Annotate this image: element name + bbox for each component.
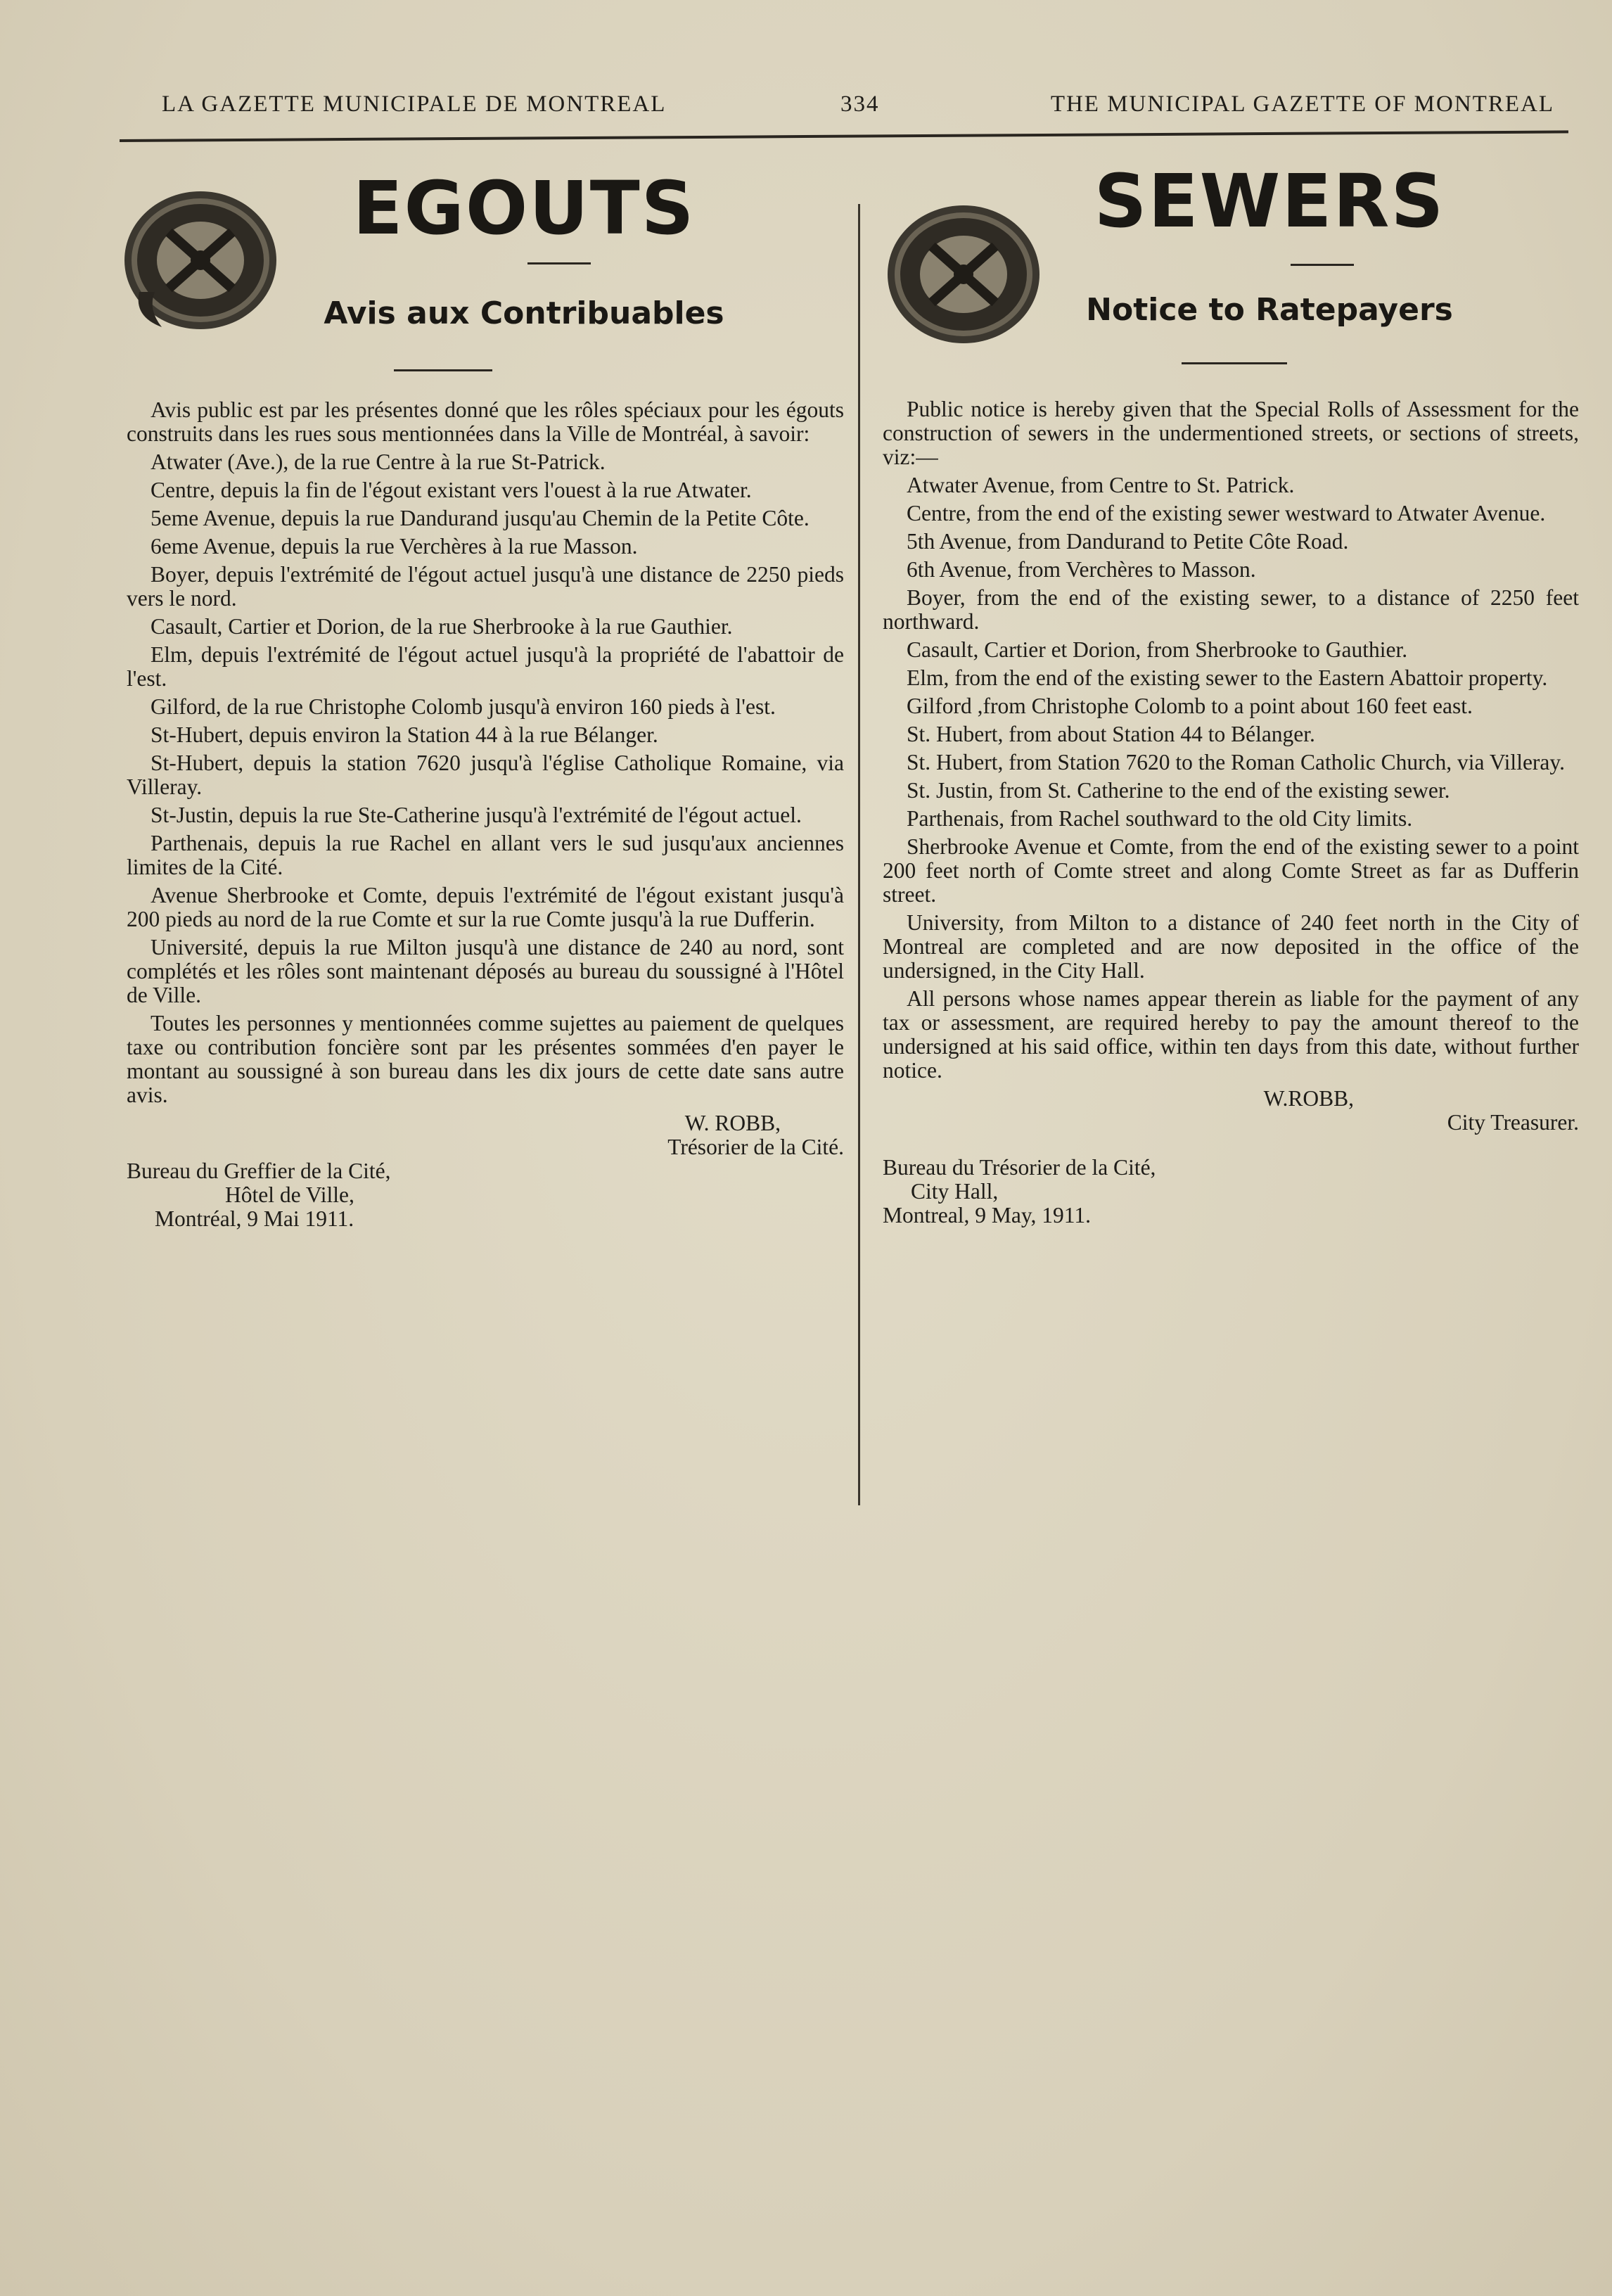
french-signature-title: Trésorier de la Cité.: [667, 1135, 844, 1159]
french-paragraph: St-Hubert, depuis environ la Station 44 à la rue Bélanger.: [151, 722, 658, 747]
french-place-date: [127, 1159, 844, 1231]
english-place-line: Montreal, 9 May, 1911.: [883, 1203, 1091, 1227]
english-paragraph: Boyer, from the end of the existing sewer, to a distance of 2250 feet northward.: [883, 585, 1579, 634]
french-subtitle-rule: [394, 369, 492, 371]
french-paragraph: Elm, depuis l'extrémité de l'égout actuel jusqu'à la propriété de l'abattoir de l'est.: [127, 642, 844, 691]
english-title: SEWERS: [1094, 158, 1445, 244]
english-paragraph: 5th Avenue, from Dandurand to Petite Côte Road.: [907, 529, 1349, 554]
french-paragraph: Avenue Sherbrooke et Comte, depuis l'extrémité de l'égout existant jusqu'à 200 pieds au nord de la rue Comte et sur la rue Comte jusqu'à la rue Dufferin.: [127, 883, 844, 931]
english-subtitle-rule: [1182, 362, 1287, 364]
french-place-line: Hôtel de Ville,: [225, 1182, 354, 1207]
english-subtitle: Notice to Ratepayers: [1086, 292, 1453, 328]
english-paragraph: Public notice is hereby given that the Special Rolls of Assessment for the construction of sewers in the undermentioned streets, or sections of streets, viz:—: [883, 397, 1579, 469]
french-paragraph: Parthenais, depuis la rue Rachel en allant vers le sud jusqu'aux anciennes limites de la Cité.: [127, 831, 844, 879]
english-paragraph: University, from Milton to a distance of 240 feet north in the City of Montreal are completed and are now deposited in the office of the undersigned, in the City Hall.: [883, 910, 1579, 983]
french-subtitle: Avis aux Contribuables: [324, 295, 724, 331]
english-column: [883, 148, 1579, 1484]
french-place-line: Bureau du Greffier de la Cité,: [127, 1159, 391, 1183]
english-notice-body: [883, 397, 1579, 1227]
english-paragraph: Parthenais, from Rachel southward to the old City limits.: [907, 806, 1413, 831]
english-title-rule: [1291, 264, 1354, 266]
french-paragraph: Boyer, depuis l'extrémité de l'égout actuel jusqu'à une distance de 2250 pieds vers le nord.: [127, 562, 844, 611]
english-place-line: City Hall,: [911, 1179, 999, 1204]
english-place-date: [883, 1156, 1579, 1227]
english-paragraph: Elm, from the end of the existing sewer to the Eastern Abattoir property.: [907, 665, 1548, 690]
french-column: [120, 148, 844, 1484]
english-paragraph: St. Hubert, from Station 7620 to the Roman Catholic Church, via Villeray.: [907, 750, 1565, 774]
english-paragraph: Gilford ,from Christophe Colomb to a point about 160 feet east.: [907, 694, 1473, 718]
french-paragraph: 6eme Avenue, depuis la rue Verchères à la rue Masson.: [151, 534, 638, 559]
french-paragraph: Atwater (Ave.), de la rue Centre à la rue St-Patrick.: [151, 449, 606, 474]
french-place-line: Montréal, 9 Mai 1911.: [155, 1206, 354, 1231]
english-place-line: Bureau du Trésorier de la Cité,: [883, 1155, 1156, 1180]
running-head-french: LA GAZETTE MUNICIPALE DE MONTREAL: [162, 91, 667, 117]
english-paragraph: Sherbrooke Avenue et Comte, from the end of the existing sewer to a point 200 feet north of Comte street and along Comte Street as far as Dufferin street.: [883, 834, 1579, 907]
french-paragraph: St-Justin, depuis la rue Ste-Catherine jusqu'à l'extrémité de l'égout actuel.: [151, 803, 802, 827]
page-number: 334: [840, 91, 880, 117]
french-title: EGOUTS: [352, 165, 696, 251]
english-paragraph: Atwater Avenue, from Centre to St. Patrick.: [907, 473, 1295, 497]
french-paragraph: St-Hubert, depuis la station 7620 jusqu'à l'église Catholique Romaine, via Villeray.: [127, 751, 844, 799]
running-head: [120, 91, 1561, 134]
french-paragraph: Gilford, de la rue Christophe Colomb jusqu'à environ 160 pieds à l'est.: [151, 694, 776, 719]
french-paragraph: 5eme Avenue, depuis la rue Dandurand jusqu'au Chemin de la Petite Côte.: [151, 506, 810, 530]
french-title-rule: [527, 262, 591, 264]
column-divider: [858, 204, 860, 1505]
english-signature-title: City Treasurer.: [1447, 1110, 1579, 1135]
english-signature: [883, 1087, 1579, 1135]
english-paragraph: All persons whose names appear therein as liable for the payment of any tax or assessment, are required hereby to pay the amount thereof to the undersigned at his said office, within ten days from this date, without further notice.: [883, 986, 1579, 1083]
french-paragraph: Toutes les personnes y mentionnées comme sujettes au paiement de quelques taxe ou contribution foncière sont par les présentes sommées d'en payer le montant au soussigné à son bureau dans les dix jours de cette date sans autre avis.: [127, 1011, 844, 1107]
english-paragraph: St. Justin, from St. Catherine to the end of the existing sewer.: [907, 778, 1450, 803]
running-head-english: THE MUNICIPAL GAZETTE OF MONTREAL: [1050, 91, 1554, 117]
english-paragraph: 6th Avenue, from Verchères to Masson.: [907, 557, 1256, 582]
french-signature-name: W. ROBB,: [684, 1111, 781, 1135]
english-paragraph: Casault, Cartier et Dorion, from Sherbrooke to Gauthier.: [907, 637, 1408, 662]
english-signature-name: W.ROBB,: [1263, 1086, 1354, 1111]
french-notice-body: [127, 398, 844, 1231]
french-paragraph: Avis public est par les présentes donné que les rôles spéciaux pour les égouts construits dans les rues sous mentionnées dans la Ville de Montréal, à savoir:: [127, 397, 844, 446]
english-paragraph: St. Hubert, from about Station 44 to Bélanger.: [907, 722, 1315, 746]
english-paragraph: Centre, from the end of the existing sewer westward to Atwater Avenue.: [907, 501, 1546, 525]
french-paragraph: Centre, depuis la fin de l'égout existant vers l'ouest à la rue Atwater.: [151, 478, 752, 502]
french-paragraph: Casault, Cartier et Dorion, de la rue Sherbrooke à la rue Gauthier.: [151, 614, 733, 639]
french-signature: [127, 1111, 844, 1159]
french-paragraph: Université, depuis la rue Milton jusqu'à une distance de 240 au nord, sont complétés et les rôles sont maintenant déposés au bureau du soussigné à l'Hôtel de Ville.: [127, 935, 844, 1007]
